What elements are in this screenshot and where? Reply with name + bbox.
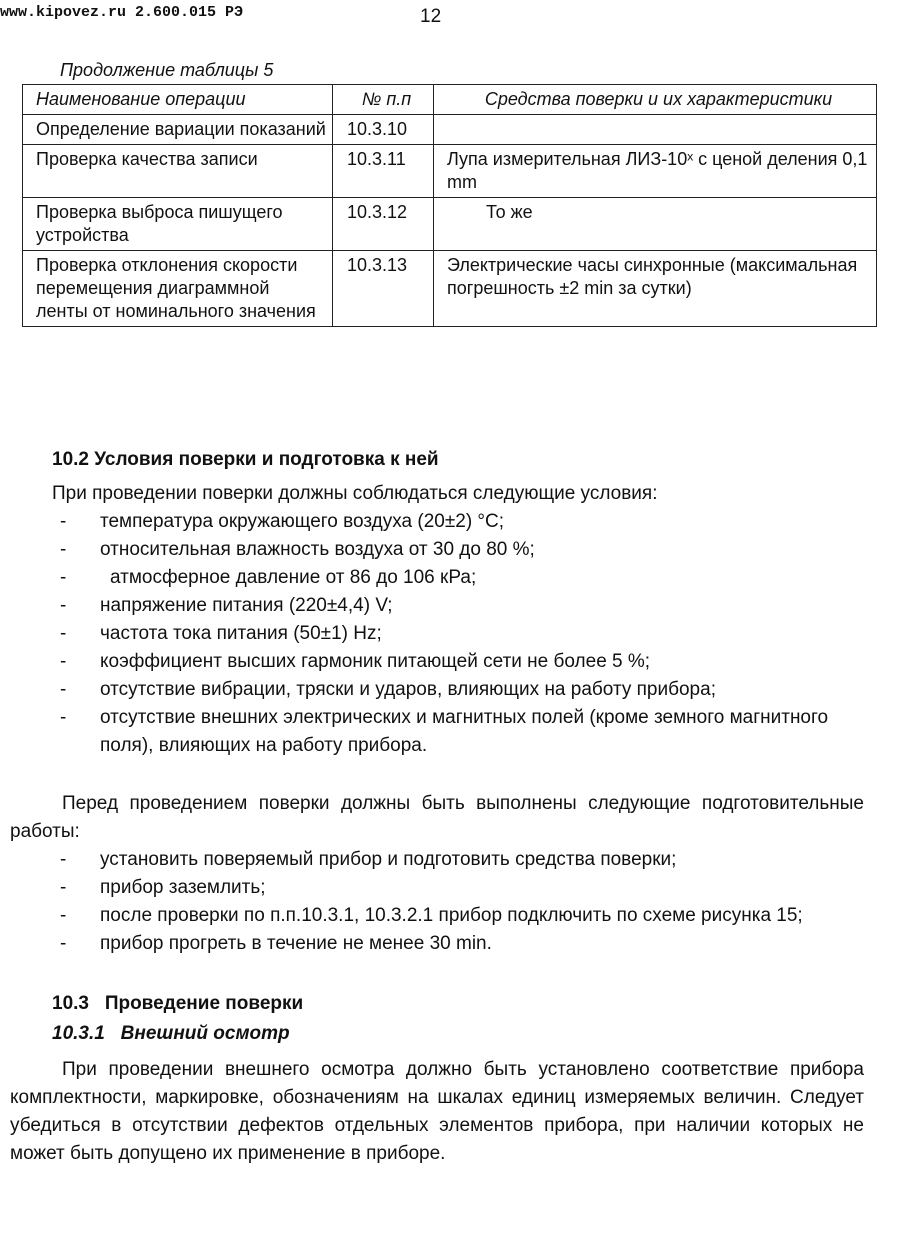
list-item: - установить поверяемый прибор и подготовить средства поверки; xyxy=(52,846,864,874)
table-header-row xyxy=(23,85,877,115)
list-item: - отсутствие вибрации, тряски и ударов, влияющих на работу прибора; xyxy=(52,676,864,704)
dash-mark: - xyxy=(60,511,67,532)
column-header-number: № п.п xyxy=(333,85,434,115)
dash-mark: - xyxy=(60,707,67,728)
cell-number: 10.3.11 xyxy=(333,145,434,198)
dash-mark: - xyxy=(60,905,67,926)
dash-mark: - xyxy=(60,679,67,700)
conditions-intro: При проведении поверки должны соблюдаться следующие условия: xyxy=(52,483,658,504)
dash-mark: - xyxy=(60,933,67,954)
inspection-paragraph: При проведении внешнего осмотра должно быть установлено соответствие прибора комплектности, маркировке, обозначениям на шкалах единиц измеряемых величин. Следует убедиться в отсутствии дефектов отдельных элементов прибора, при наличии которых не может быть допущено их применение в приборе. xyxy=(10,1059,864,1164)
preparation-intro: Перед проведением поверки должны быть выполнены следующие подготовительные работы: xyxy=(10,793,864,842)
cell-operation: Проверка отклонения скорости перемещения диаграммной ленты от номинального значения xyxy=(23,251,333,327)
dash-mark: - xyxy=(60,623,67,644)
cell-means: Лупа измерительная ЛИЗ-10ˣ с ценой деления 0,1 mm xyxy=(434,145,877,198)
cell-operation: Определение вариации показаний xyxy=(23,115,333,145)
list-item: - напряжение питания (220±4,4) V; xyxy=(52,592,864,620)
list-item: - частота тока питания (50±1) Hz; xyxy=(52,620,864,648)
cell-number: 10.3.10 xyxy=(333,115,434,145)
dash-mark: - xyxy=(60,595,67,616)
page-number: 12 xyxy=(420,6,442,27)
list-item: - относительная влажность воздуха от 30 до 80 %; xyxy=(52,536,864,564)
section-conditions xyxy=(52,446,864,760)
cell-operation: Проверка качества записи xyxy=(23,145,333,198)
list-item: - после проверки по п.п.10.3.1, 10.3.2.1 прибор подключить по схеме рисунка 15; xyxy=(52,902,864,930)
dash-mark: - xyxy=(60,877,67,898)
cell-means xyxy=(434,115,877,145)
list-item: - прибор прогреть в течение не менее 30 min. xyxy=(52,930,864,958)
preparation-steps xyxy=(52,846,864,958)
cell-number: 10.3.12 xyxy=(333,198,434,251)
conditions-list xyxy=(52,508,864,760)
operations-table xyxy=(22,84,877,327)
cell-means: То же xyxy=(434,198,877,251)
list-item: - отсутствие внешних электрических и магнитных полей (кроме земного магнитного поля), влияющих на работу прибора. xyxy=(52,704,864,760)
document-code: www.kipovez.ru 2.600.015 РЭ xyxy=(0,4,244,21)
cell-number: 10.3.13 xyxy=(333,251,434,327)
cell-operation: Проверка выброса пишущего устройства xyxy=(23,198,333,251)
table-row xyxy=(23,251,877,327)
column-header-operation: Наименование операции xyxy=(23,85,333,115)
table-caption: Продолжение таблицы 5 xyxy=(60,60,274,80)
section-title: 10.3 Проведение поверки xyxy=(52,993,304,1014)
dash-mark: - xyxy=(60,849,67,870)
table-row xyxy=(23,115,877,145)
section-title: 10.2 Условия поверки и подготовка к ней xyxy=(52,449,439,470)
dash-mark: - xyxy=(60,651,67,672)
list-item: - прибор заземлить; xyxy=(52,874,864,902)
table-row xyxy=(23,145,877,198)
preparation-list xyxy=(52,846,864,958)
cell-means: Электрические часы синхронные (максимальная погрешность ±2 min за сутки) xyxy=(434,251,877,327)
list-item: - атмосферное давление от 86 до 106 кРа; xyxy=(52,564,864,592)
table-row xyxy=(23,198,877,251)
column-header-means: Средства поверки и их характеристики xyxy=(434,85,877,115)
list-item: - коэффициент высших гармоник питающей сети не более 5 %; xyxy=(52,648,864,676)
dash-mark: - xyxy=(60,539,67,560)
dash-mark: - xyxy=(60,567,67,588)
section-verification xyxy=(52,990,864,1048)
subsection-title: 10.3.1 Внешний осмотр xyxy=(52,1023,290,1044)
list-item: - температура окружающего воздуха (20±2) °С; xyxy=(52,508,864,536)
